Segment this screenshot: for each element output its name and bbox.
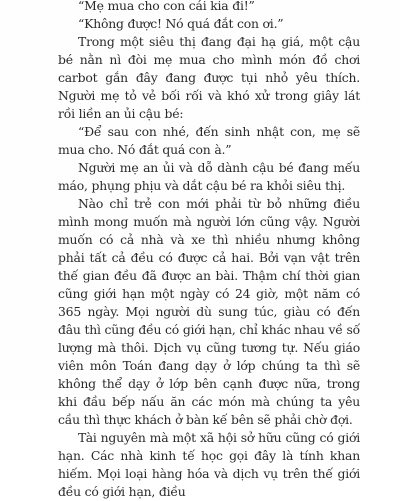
- paragraph-scarcity: Tài nguyên mà một xã hội sở hữu cũng có giới hạn. Các nhà kinh tế học gọi đây là tính khan hiếm. Mọi loại hàng hóa và dịch vụ trên thế giới đều có giới hạn, điều: [58, 430, 360, 499]
- paragraph-limits: Nào chỉ trẻ con mới phải từ bỏ những điều mình mong muốn mà người lớn cũng vậy. Người muốn có cả nhà và xe thì nhiều nhưng không phải tất cả đều có được cả hai. Bởi vạn vật trên thế gian đều đã được an bài. Thậm chí thời gian cũng giới hạn một ngày có 24 giờ, một năm có 365 ngày. Mọi người dù sung túc, giàu có đến đâu thì cũng đều có giới hạn, chỉ khác nhau về số lượng mà thôi. Dịch vụ cũng tương tự. Nếu giáo viên môn Toán đang dạy ở lớp chúng ta thì sẽ không thể dạy ở lớp bên cạnh được nữa, trong khi đầu bếp nấu ăn các món mà chúng ta yêu cầu thì thực khách ở bàn kế bên sẽ phải chờ đợi.: [58, 196, 360, 427]
- dialogue-mother-promise: “Để sau con nhé, đến sinh nhật con, mẹ sẽ mua cho. Nó đắt quá con à.”: [58, 124, 360, 157]
- paragraph-mother-comforts: Người mẹ an ủi và dỗ dành cậu bé đang mếu máo, phụng phịu và dắt cậu bé ra khỏi siêu thị.: [58, 160, 360, 193]
- dialogue-mother-reply: “Không được! Nó quá đắt con ơi.”: [78, 16, 284, 31]
- paragraph-supermarket: Trong một siêu thị đang đại hạ giá, một cậu bé nằn nì đòi mẹ mua cho mình món đồ chơi carbot gắn đây đang được tụi nhỏ yêu thích. Người mẹ tỏ vẻ bối rối và khó xử trong giây lát rồi liền an ủi cậu bé:: [58, 34, 360, 121]
- body-text: [58, 0, 360, 501]
- dialogue-child-request: “Mẹ mua cho con cái kia đi!”: [78, 0, 255, 13]
